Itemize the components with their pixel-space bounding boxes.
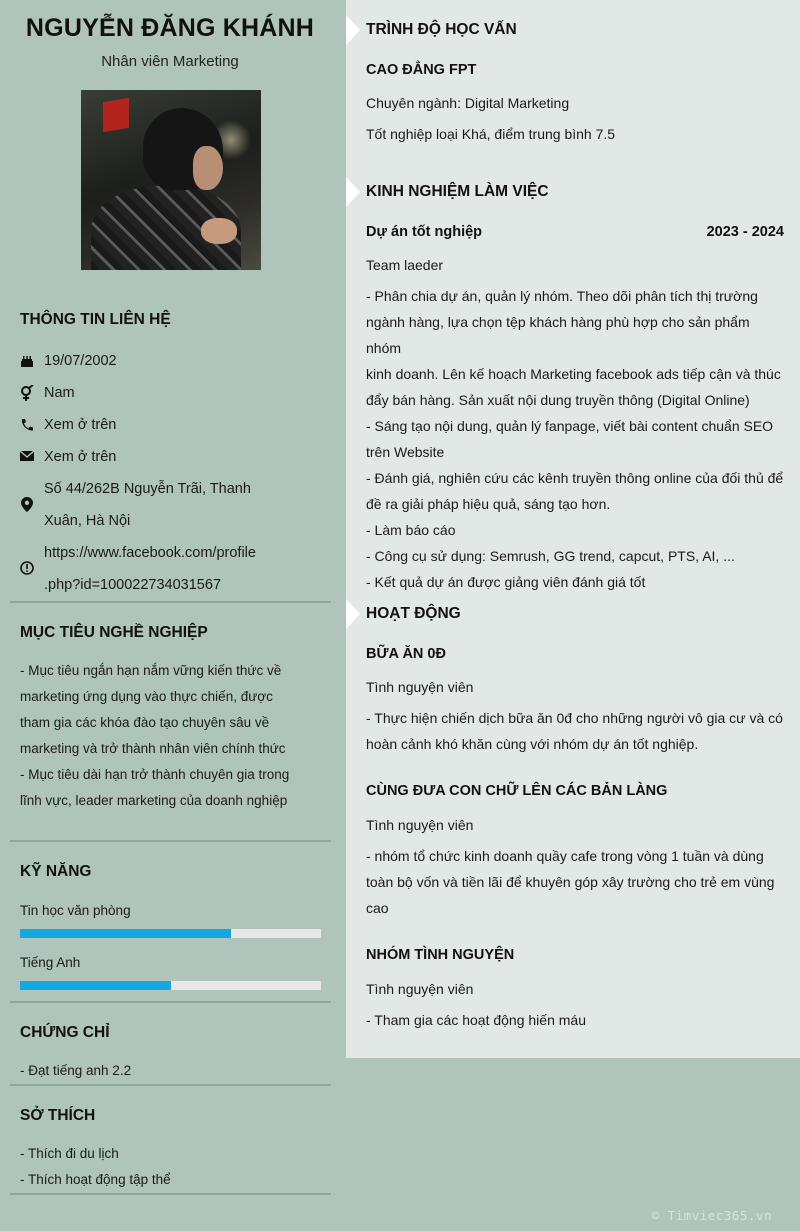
certificates-title: CHỨNG CHỈ bbox=[20, 1024, 110, 1041]
website-icon bbox=[20, 561, 34, 575]
divider bbox=[10, 1001, 331, 1003]
experience-line: trên Website bbox=[366, 444, 445, 460]
skill-label-english: Tiếng Anh bbox=[20, 955, 81, 970]
experience-description bbox=[366, 283, 786, 595]
right-column bbox=[346, 0, 800, 1058]
email-text: Xem ở trên bbox=[44, 449, 117, 465]
address-line-2: Xuân, Hà Nội bbox=[44, 513, 131, 529]
gender-row bbox=[20, 377, 330, 409]
activity-name: CÙNG ĐƯA CON CHỮ LÊN CÁC BẢN LÀNG bbox=[366, 783, 668, 799]
hobby-item: - Thích hoạt động tập thể bbox=[20, 1172, 171, 1187]
activity-role: Tình nguyện viên bbox=[366, 981, 474, 997]
objective-line: - Mục tiêu dài hạn trở thành chuyên gia trong bbox=[20, 767, 290, 782]
experience-project: Dự án tốt nghiệp bbox=[366, 224, 483, 240]
watermark: © Timviec365.vn bbox=[651, 1208, 772, 1223]
skills-title: KỸ NĂNG bbox=[20, 863, 92, 880]
activity-line: hoàn cảnh khó khăn cùng với nhóm dự án tốt nghiệp. bbox=[366, 736, 699, 752]
job-title: Nhân viên Marketing bbox=[101, 53, 239, 70]
activity-line: - Thực hiện chiến dịch bữa ăn 0đ cho những người vô gia cư và có bbox=[366, 710, 783, 726]
birthday-row bbox=[20, 345, 330, 377]
address-row bbox=[20, 473, 330, 537]
activity-description bbox=[366, 705, 786, 757]
hobby-item: - Thích đi du lịch bbox=[20, 1146, 119, 1161]
divider bbox=[10, 601, 331, 603]
phone-text: Xem ở trên bbox=[44, 417, 117, 433]
experience-line: - Đánh giá, nghiên cứu các kênh truyền thông online của đối thủ để bbox=[366, 470, 784, 486]
experience-line: - Công cụ sử dụng: Semrush, GG trend, capcut, PTS, AI, ... bbox=[366, 548, 735, 564]
experience-line: đề ra giải pháp hiệu quả, sáng tạo hơn. bbox=[366, 496, 611, 512]
experience-title: KINH NGHIỆM LÀM VIỆC bbox=[366, 183, 549, 200]
website-line-2[interactable]: .php?id=100022734031567 bbox=[44, 577, 222, 593]
activity-role: Tình nguyện viên bbox=[366, 679, 474, 695]
skill-label-office: Tin học văn phòng bbox=[20, 903, 131, 918]
experience-line: - Sáng tạo nội dung, quản lý fanpage, viết bài content chuẩn SEO bbox=[366, 418, 774, 434]
website-row bbox=[20, 537, 330, 601]
objective-text bbox=[20, 658, 320, 814]
email-icon bbox=[20, 450, 34, 464]
objective-title: MỤC TIÊU NGHỀ NGHIỆP bbox=[20, 624, 208, 641]
objective-line: lĩnh vực, leader marketing của doanh nghiệp bbox=[20, 793, 288, 808]
activity-name: BỮA ĂN 0Đ bbox=[366, 646, 446, 662]
experience-role: Team laeder bbox=[366, 257, 444, 273]
experience-line: - Làm báo cáo bbox=[366, 522, 456, 538]
skill-fill bbox=[20, 929, 231, 938]
divider bbox=[10, 1084, 331, 1086]
activity-description bbox=[366, 1007, 786, 1033]
certificate-item: - Đạt tiếng anh 2.2 bbox=[20, 1063, 132, 1078]
activity-line: - nhóm tổ chức kinh doanh quầy cafe trong vòng 1 tuần và dùng bbox=[366, 848, 764, 864]
gender-icon bbox=[20, 385, 34, 399]
experience-line: - Phân chia dự án, quản lý nhóm. Theo dõi phân tích thị trường bbox=[366, 288, 758, 304]
objective-line: tham gia các khóa đào tạo chuyên sâu về bbox=[20, 715, 270, 730]
skill-fill bbox=[20, 981, 171, 990]
birthday-text: 19/07/2002 bbox=[44, 353, 117, 369]
profile-photo bbox=[81, 90, 261, 270]
gender-text: Nam bbox=[44, 385, 75, 401]
activity-name: NHÓM TÌNH NGUYỆN bbox=[366, 947, 515, 963]
activities-title: HOẠT ĐỘNG bbox=[366, 605, 461, 622]
divider bbox=[10, 840, 331, 842]
hobbies-list bbox=[20, 1141, 320, 1193]
skill-bar-english bbox=[20, 981, 321, 990]
location-icon bbox=[20, 497, 34, 511]
experience-line: kinh doanh. Lên kế hoạch Marketing facebook ads tiếp cận và thúc bbox=[366, 366, 781, 382]
email-row bbox=[20, 441, 330, 473]
activity-line: - Tham gia các hoạt động hiến máu bbox=[366, 1012, 586, 1028]
education-result: Tốt nghiệp loại Khá, điểm trung bình 7.5 bbox=[366, 126, 616, 142]
experience-line: - Kết quả dự án được giảng viên đánh giá tốt bbox=[366, 574, 646, 590]
website-line-1[interactable]: https://www.facebook.com/profile bbox=[44, 545, 256, 561]
certificates-list bbox=[20, 1058, 320, 1084]
experience-line: đẩy bán hàng. Sản xuất nội dung truyền thông (Digital Online) bbox=[366, 392, 750, 408]
address-line-1: Số 44/262B Nguyễn Trãi, Thanh bbox=[44, 481, 251, 497]
activity-description bbox=[366, 843, 786, 921]
candidate-name: NGUYỄN ĐĂNG KHÁNH bbox=[25, 14, 315, 42]
experience-line: ngành hàng, lựa chọn tệp khách hàng phù hợp cho sản phẩm nhóm bbox=[366, 314, 750, 356]
left-column bbox=[0, 0, 340, 1231]
education-school: CAO ĐẲNG FPT bbox=[366, 62, 477, 78]
hobbies-title: SỞ THÍCH bbox=[20, 1107, 96, 1124]
divider bbox=[10, 1193, 331, 1195]
cake-icon bbox=[20, 354, 34, 368]
objective-line: marketing và trở thành nhân viên chính thức bbox=[20, 741, 286, 756]
objective-line: - Mục tiêu ngắn hạn nắm vững kiến thức về bbox=[20, 663, 282, 678]
education-major: Chuyên ngành: Digital Marketing bbox=[366, 95, 570, 111]
phone-row bbox=[20, 409, 330, 441]
skill-bar-office bbox=[20, 929, 321, 938]
activity-line: toàn bộ vốn và tiền lãi để khuyên góp xây trường cho trẻ em vùng bbox=[366, 874, 775, 890]
experience-period: 2023 - 2024 bbox=[706, 224, 784, 240]
education-title: TRÌNH ĐỘ HỌC VẤN bbox=[366, 21, 517, 38]
objective-line: marketing ứng dụng vào thực chiến, được bbox=[20, 689, 273, 704]
activity-line: cao bbox=[366, 900, 389, 916]
phone-icon bbox=[20, 418, 34, 432]
activity-role: Tình nguyện viên bbox=[366, 817, 474, 833]
contact-title: THÔNG TIN LIÊN HỆ bbox=[20, 311, 171, 328]
